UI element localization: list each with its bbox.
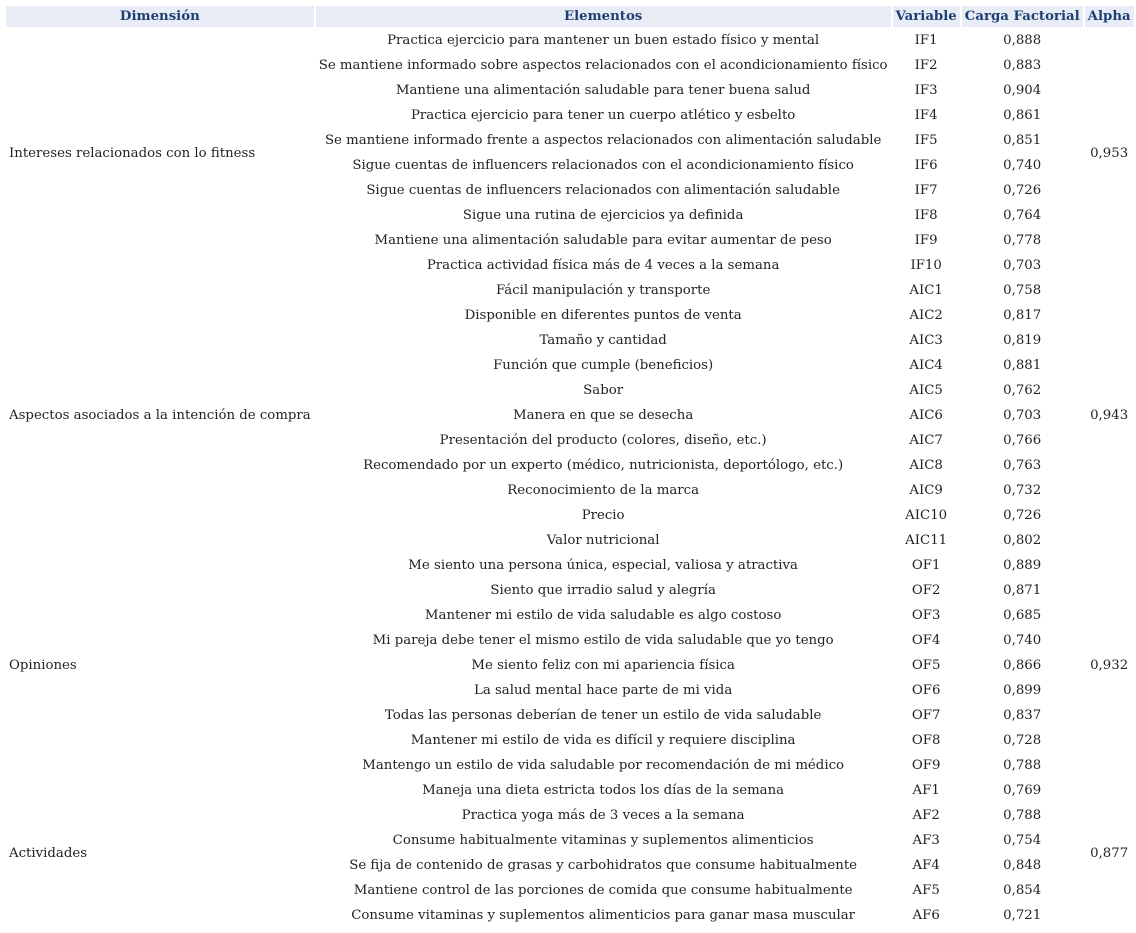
variable-cell: IF7 bbox=[914, 183, 938, 198]
header-dimension: Dimensión bbox=[6, 6, 314, 27]
dimension-cell: Opiniones bbox=[9, 658, 77, 673]
variable-cell: AF1 bbox=[912, 783, 940, 798]
element-cell: Sabor bbox=[583, 383, 624, 398]
element-cell: Recomendado por un experto (médico, nutricionista, deportólogo, etc.) bbox=[363, 458, 844, 473]
variable-cell: IF4 bbox=[914, 108, 938, 123]
table-row bbox=[6, 279, 1134, 302]
variable-cell: AF3 bbox=[912, 833, 940, 848]
factor-loading-cell: 0,726 bbox=[1003, 508, 1042, 523]
factor-loading-cell: 0,861 bbox=[1003, 108, 1042, 123]
factor-loading-cell: 0,802 bbox=[1003, 533, 1042, 548]
alpha-cell: 0,877 bbox=[1090, 845, 1129, 861]
factor-loading-cell: 0,762 bbox=[1003, 383, 1042, 398]
element-cell: Consume vitaminas y suplementos alimenticios para ganar masa muscular bbox=[351, 908, 856, 923]
element-cell: Mantiene control de las porciones de comida que consume habitualmente bbox=[353, 883, 853, 898]
table-body bbox=[6, 29, 1134, 927]
factor-loading-cell: 0,703 bbox=[1003, 258, 1042, 273]
variable-cell: IF6 bbox=[914, 158, 938, 173]
alpha-cell: 0,932 bbox=[1090, 658, 1129, 673]
table-row bbox=[6, 554, 1134, 577]
variable-cell: OF5 bbox=[911, 658, 941, 673]
variable-cell: AF6 bbox=[912, 908, 940, 923]
variable-cell: AF5 bbox=[912, 883, 940, 898]
factor-loading-cell: 0,819 bbox=[1003, 333, 1042, 348]
element-cell: Practica actividad física más de 4 veces a la semana bbox=[426, 258, 780, 273]
factor-loading-cell: 0,778 bbox=[1003, 233, 1042, 248]
element-cell: Sigue una rutina de ejercicios ya definida bbox=[462, 208, 744, 223]
variable-cell: AIC8 bbox=[909, 458, 943, 473]
variable-cell: AIC9 bbox=[909, 483, 943, 498]
element-cell: Se mantiene informado sobre aspectos relacionados con el acondicionamiento físico bbox=[318, 58, 888, 73]
factor-loading-cell: 0,726 bbox=[1003, 183, 1042, 198]
alpha-cell: 0,953 bbox=[1090, 145, 1129, 161]
variable-cell: AIC6 bbox=[909, 408, 943, 423]
element-cell: Me siento una persona única, especial, valiosa y atractiva bbox=[408, 558, 798, 573]
factor-loading-cell: 0,703 bbox=[1003, 408, 1042, 423]
factor-loading-cell: 0,754 bbox=[1003, 833, 1042, 848]
variable-cell: AIC10 bbox=[905, 508, 948, 523]
factor-loading-cell: 0,881 bbox=[1003, 358, 1042, 373]
element-cell: Fácil manipulación y transporte bbox=[495, 283, 711, 298]
factor-loading-cell: 0,764 bbox=[1003, 208, 1042, 223]
variable-cell: IF3 bbox=[914, 83, 938, 98]
variable-cell: OF6 bbox=[911, 683, 941, 698]
factor-loading-cell: 0,740 bbox=[1003, 633, 1042, 648]
element-cell: Sigue cuentas de influencers relacionados con el acondicionamiento físico bbox=[352, 158, 854, 173]
element-cell: Reconocimiento de la marca bbox=[507, 483, 700, 498]
element-cell: Siento que irradio salud y alegría bbox=[490, 583, 716, 598]
table-row bbox=[6, 779, 1134, 802]
element-cell: Me siento feliz con mi apariencia física bbox=[471, 658, 735, 673]
factor-loading-cell: 0,899 bbox=[1003, 683, 1042, 698]
factor-loading-cell: 0,883 bbox=[1003, 58, 1042, 73]
factor-loading-cell: 0,854 bbox=[1003, 883, 1042, 898]
header-factor-loading: Carga Factorial bbox=[962, 6, 1083, 27]
alpha-cell: 0,943 bbox=[1090, 408, 1129, 423]
variable-cell: AIC3 bbox=[909, 333, 943, 348]
element-cell: Mantengo un estilo de vida saludable por recomendación de mi médico bbox=[362, 758, 845, 773]
element-cell: Disponible en diferentes puntos de venta bbox=[464, 308, 742, 323]
variable-cell: IF2 bbox=[914, 58, 938, 73]
element-cell: Todas las personas deberían de tener un estilo de vida saludable bbox=[384, 708, 822, 723]
dimension-cell: Actividades bbox=[9, 845, 88, 861]
factor-loading-cell: 0,721 bbox=[1003, 908, 1042, 923]
element-cell: Mantiene una alimentación saludable para tener buena salud bbox=[395, 83, 811, 98]
element-cell: Consume habitualmente vitaminas y suplementos alimenticios bbox=[392, 833, 814, 848]
element-cell: Maneja una dieta estricta todos los días de la semana bbox=[422, 783, 785, 798]
factor-loading-cell: 0,788 bbox=[1003, 808, 1042, 823]
variable-cell: AIC2 bbox=[909, 308, 943, 323]
factor-loading-cell: 0,837 bbox=[1003, 708, 1042, 723]
factor-loading-cell: 0,866 bbox=[1003, 658, 1042, 673]
factor-loading-cell: 0,766 bbox=[1003, 433, 1042, 448]
element-cell: Valor nutricional bbox=[546, 533, 660, 548]
element-cell: Se fija de contenido de grasas y carbohidratos que consume habitualmente bbox=[349, 858, 858, 873]
element-cell: Tamaño y cantidad bbox=[539, 333, 667, 348]
element-cell: Practica yoga más de 3 veces a la semana bbox=[461, 808, 745, 823]
variable-cell: AIC1 bbox=[909, 283, 943, 298]
header-alpha: Alpha bbox=[1085, 6, 1134, 27]
factor-loading-table bbox=[4, 4, 1136, 929]
factor-loading-cell: 0,685 bbox=[1003, 608, 1042, 623]
factor-loading-cell: 0,763 bbox=[1003, 458, 1042, 473]
element-cell: Presentación del producto (colores, diseño, etc.) bbox=[439, 433, 767, 448]
header-elements: Elementos bbox=[316, 6, 891, 27]
element-cell: Mantener mi estilo de vida es difícil y requiere disciplina bbox=[410, 733, 796, 748]
element-cell: Se mantiene informado frente a aspectos relacionados con alimentación saludable bbox=[324, 133, 882, 148]
variable-cell: OF4 bbox=[911, 633, 941, 648]
table-row bbox=[6, 29, 1134, 52]
variable-cell: OF9 bbox=[911, 758, 941, 773]
factor-loading-cell: 0,904 bbox=[1003, 83, 1042, 98]
element-cell: Practica ejercicio para mantener un buen estado físico y mental bbox=[387, 33, 820, 48]
element-cell: Función que cumple (beneficios) bbox=[493, 358, 714, 373]
variable-cell: AIC4 bbox=[909, 358, 943, 373]
variable-cell: IF10 bbox=[910, 258, 942, 273]
header-row bbox=[6, 6, 1134, 27]
variable-cell: AIC11 bbox=[905, 533, 948, 548]
variable-cell: OF2 bbox=[911, 583, 941, 598]
variable-cell: OF7 bbox=[911, 708, 941, 723]
variable-cell: OF1 bbox=[911, 558, 941, 573]
variable-cell: IF8 bbox=[914, 208, 938, 223]
factor-loading-cell: 0,740 bbox=[1003, 158, 1042, 173]
factor-loading-cell: 0,888 bbox=[1003, 33, 1042, 48]
variable-cell: AIC7 bbox=[909, 433, 943, 448]
factor-loading-cell: 0,788 bbox=[1003, 758, 1042, 773]
variable-cell: IF5 bbox=[914, 133, 938, 148]
factor-loading-cell: 0,817 bbox=[1003, 308, 1042, 323]
dimension-cell: Intereses relacionados con lo fitness bbox=[9, 145, 256, 161]
element-cell: La salud mental hace parte de mi vida bbox=[474, 683, 733, 698]
variable-cell: AIC5 bbox=[909, 383, 943, 398]
variable-cell: OF3 bbox=[911, 608, 941, 623]
element-cell: Practica ejercicio para tener un cuerpo atlético y esbelto bbox=[410, 108, 796, 123]
element-cell: Manera en que se desecha bbox=[513, 408, 694, 423]
factor-loading-cell: 0,732 bbox=[1003, 483, 1042, 498]
element-cell: Mi pareja debe tener el mismo estilo de vida saludable que yo tengo bbox=[372, 633, 834, 648]
factor-loading-cell: 0,728 bbox=[1003, 733, 1042, 748]
factor-loading-cell: 0,769 bbox=[1003, 783, 1042, 798]
element-cell: Mantener mi estilo de vida saludable es algo costoso bbox=[424, 608, 782, 623]
dimension-cell: Aspectos asociados a la intención de compra bbox=[9, 408, 311, 423]
factor-loading-cell: 0,889 bbox=[1003, 558, 1042, 573]
variable-cell: AF2 bbox=[912, 808, 940, 823]
element-cell: Sigue cuentas de influencers relacionados con alimentación saludable bbox=[366, 183, 840, 198]
element-cell: Mantiene una alimentación saludable para evitar aumentar de peso bbox=[374, 233, 832, 248]
factor-loading-cell: 0,871 bbox=[1003, 583, 1042, 598]
variable-cell: AF4 bbox=[912, 858, 940, 873]
factor-loading-cell: 0,851 bbox=[1003, 133, 1042, 148]
header-variable: Variable bbox=[893, 6, 960, 27]
factor-loading-cell: 0,848 bbox=[1003, 858, 1042, 873]
variable-cell: IF1 bbox=[914, 33, 938, 48]
element-cell: Precio bbox=[581, 508, 625, 523]
variable-cell: IF9 bbox=[914, 233, 938, 248]
factor-loading-cell: 0,758 bbox=[1003, 283, 1042, 298]
variable-cell: OF8 bbox=[911, 733, 941, 748]
